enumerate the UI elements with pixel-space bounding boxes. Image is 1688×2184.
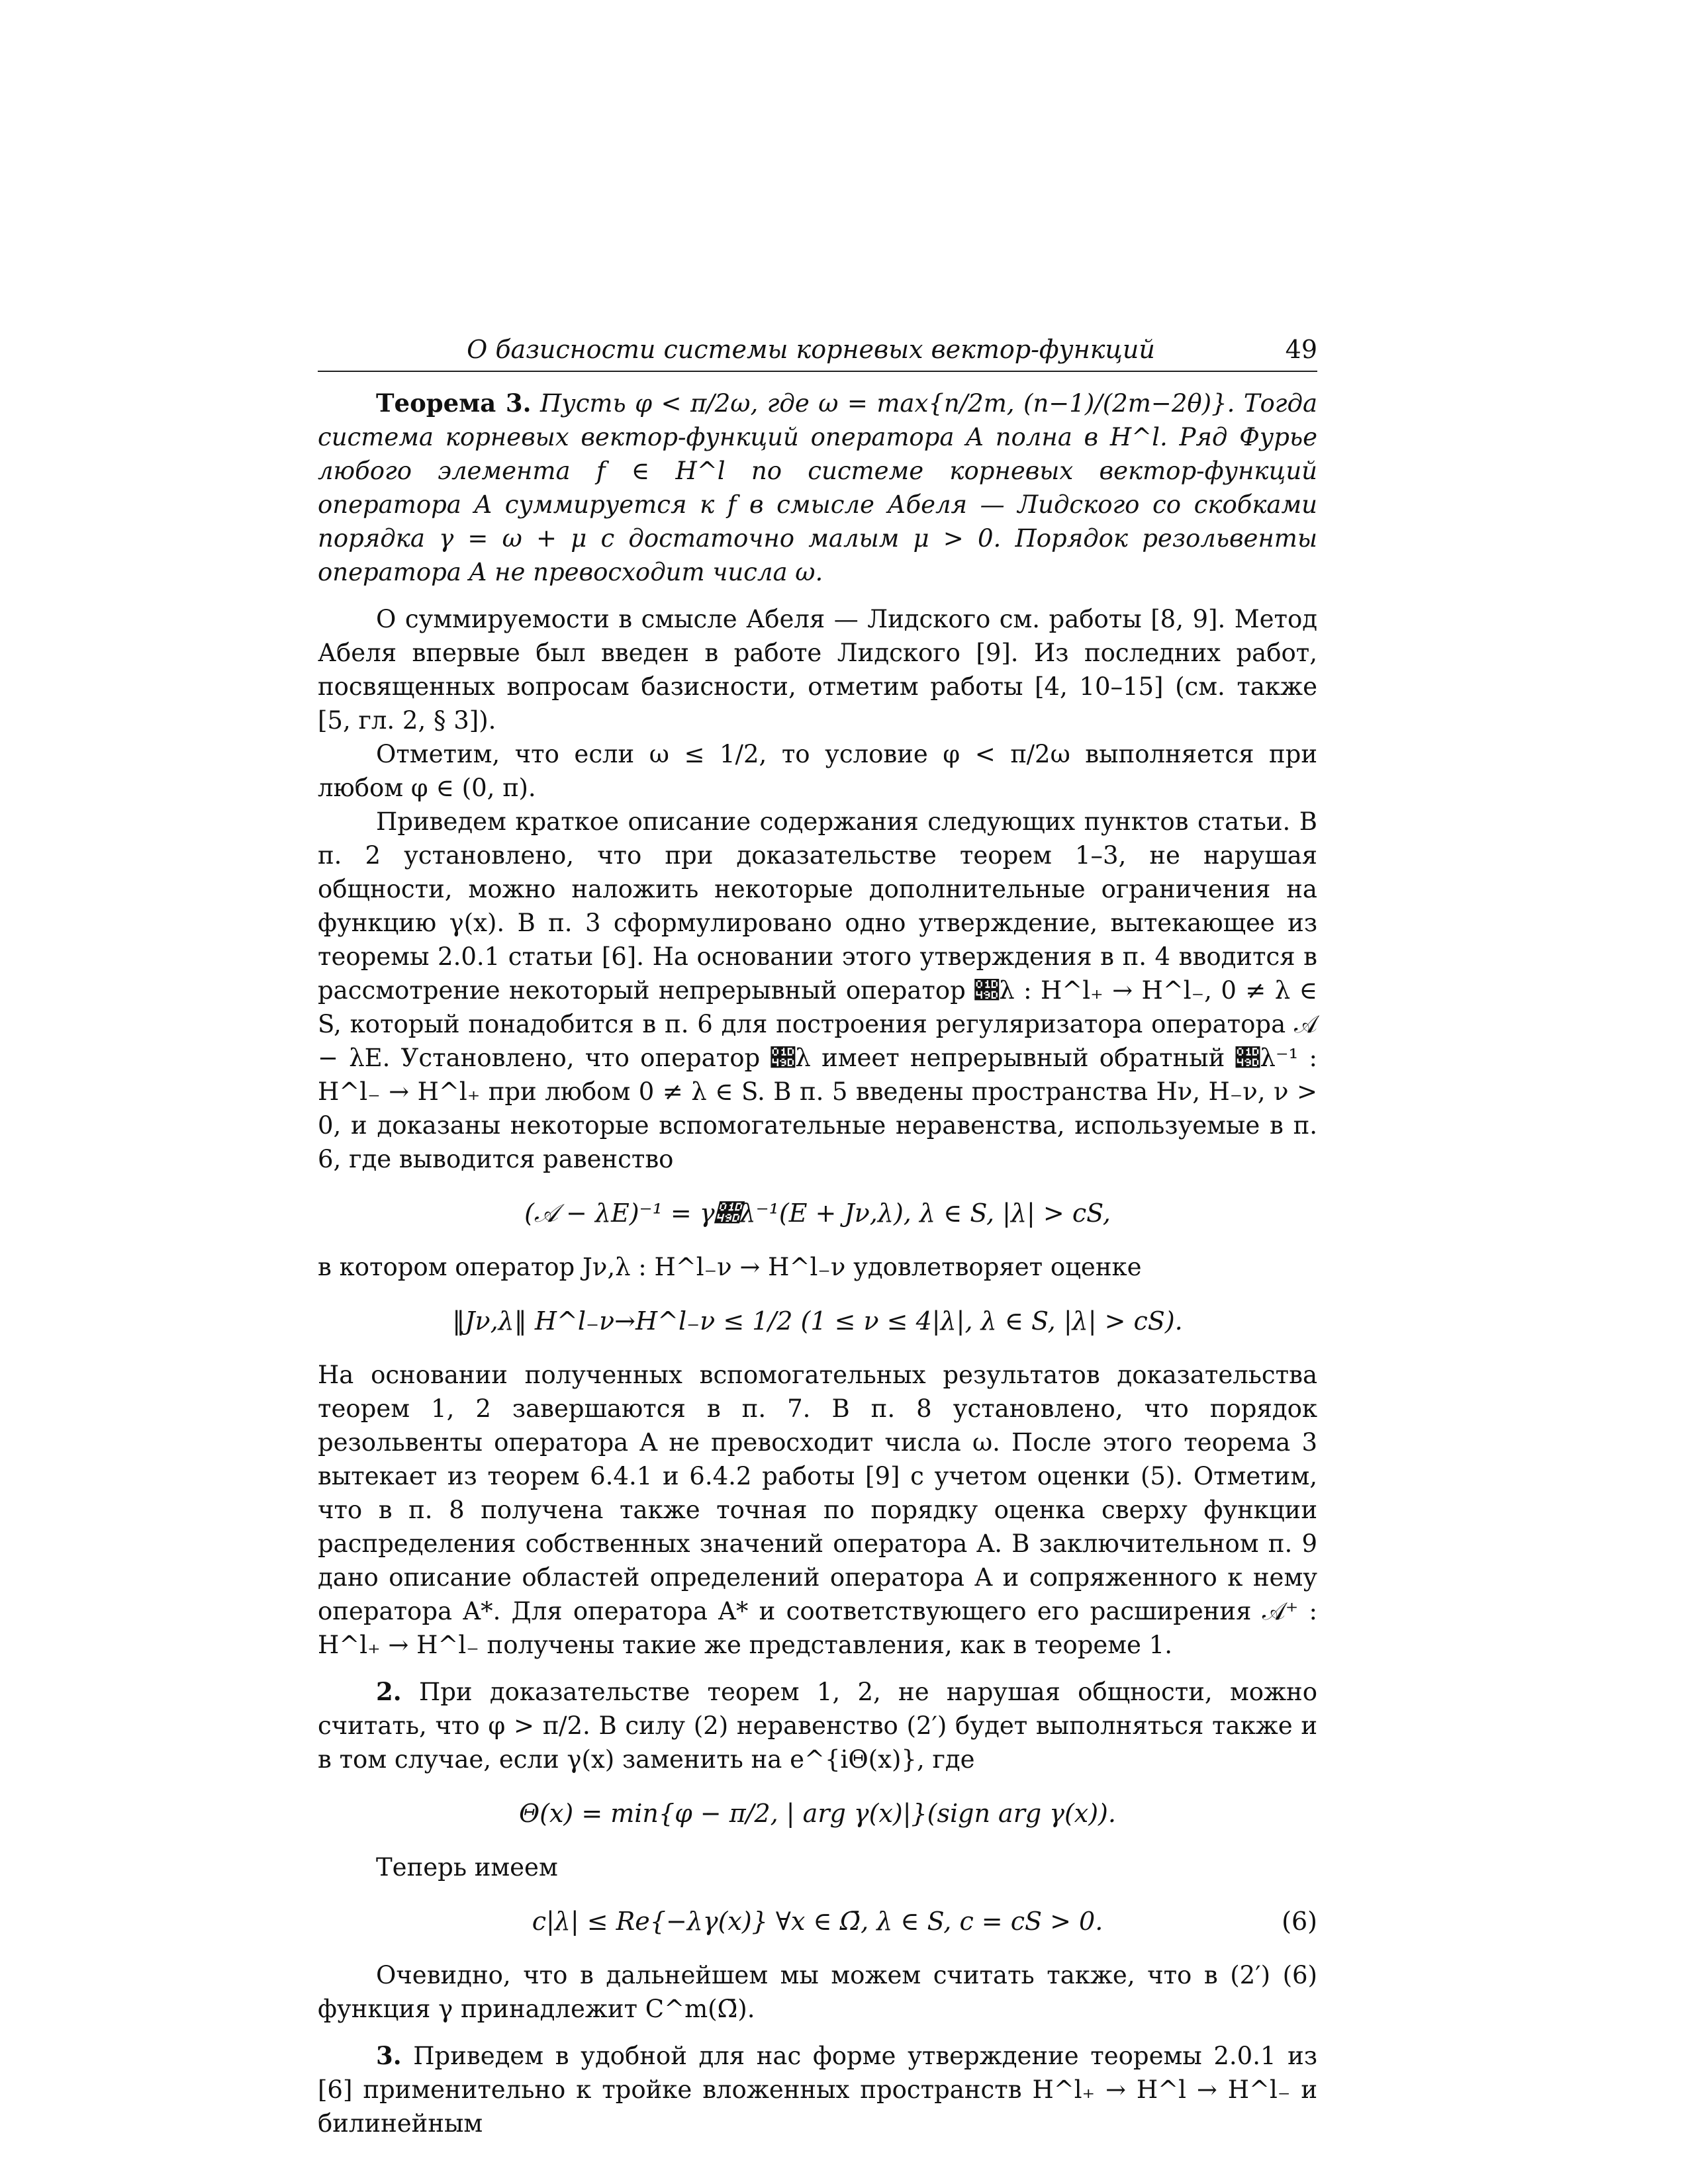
- theorem-text: Пусть φ < π/2ω, где ω = max{n/2m, (n−1)/(2m−2θ)}. Тогда система корневых вектор-функций оператора A полна в H^l. Ряд Фурье любого элемента f ∈ H^l по системе корневых вектор-функций оператора A суммируется к f в смысле Абеля — Лидского со скобками порядка γ = ω + μ с достаточно малым μ > 0. Порядок резольвенты оператора A не превосходит числа ω.: [318, 389, 1317, 586]
- section-2-text: При доказательстве теорем 1, 2, не нарушая общности, можно считать, что φ > π/2. В силу (2) неравенство (2′) будет выполняться также и в том случае, если γ(x) заменить на e^{iΘ(x)}, где: [318, 1678, 1317, 1774]
- equation-6: [318, 1904, 1317, 1938]
- paragraph-then: Теперь имеем: [376, 1853, 558, 1882]
- theorem-label: Теорема 3.: [376, 388, 532, 418]
- section-2-label: 2.: [376, 1677, 402, 1706]
- running-header: [318, 331, 1317, 372]
- section-3-text: Приведем в удобной для нас форме утверждение теоремы 2.0.1 из [6] применительно к тройке вложенных пространств H^l₊ → H^l → H^l₋ и билинейным: [318, 2042, 1317, 2138]
- running-title: О базисности системы корневых вектор-функций: [467, 335, 1155, 364]
- equation-norm-estimate: ‖Jν,λ‖ H^l₋ν→H^l₋ν ≤ 1/2 (1 ≤ ν ≤ 4|λ|, λ ∈ S, |λ| > cS).: [452, 1306, 1183, 1336]
- section-3-label: 3.: [376, 2041, 402, 2070]
- section-3: [318, 2039, 1317, 2140]
- paragraph-1: О суммируемости в смысле Абеля — Лидского см. работы [8, 9]. Метод Абеля впервые был введен в работе Лидского [9]. Из последних работ, посвященных вопросам базисности, отметим работы [4, 10–15] (см. также [5, гл. 2, § 3]).: [318, 605, 1317, 735]
- paragraph-5: На основании полученных вспомогательных результатов доказательства теорем 1, 2 завершаются в п. 7. В п. 8 установлено, что порядок резольвенты оператора A не превосходит числа ω. После этого теорема 3 вытекает из теорем 6.4.1 и 6.4.2 работы [9] с учетом оценки (5). Отметим, что в п. 8 получена также точная по порядку оценка сверху функции распределения собственных значений оператора A. В заключительном п. 9 дано описание областей определений оператора A и сопряженного к нему оператора A*. Для оператора A* и соответствующего его расширения 𝒜⁺ : H^l₊ → H^l₋ получены такие же представления, как в теореме 1.: [318, 1361, 1317, 1659]
- paragraph-after-6: Очевидно, что в дальнейшем мы можем считать также, что в (2′) (6) функция γ принадлежит C^m(Ω̄).: [318, 1961, 1317, 2023]
- equation-6-tag: (6): [1282, 1907, 1317, 1936]
- equation-resolvent: (𝒜 − λE)⁻¹ = γ𝒝λ⁻¹(E + Jν,λ), λ ∈ S, |λ| > cS,: [524, 1199, 1111, 1228]
- paper-page: [318, 331, 1317, 2140]
- equation-theta: Θ(x) = min{φ − π/2, | arg γ(x)|}(sign arg γ(x)).: [519, 1799, 1116, 1828]
- paragraph-4: в котором оператор Jν,λ : H^l₋ν → H^l₋ν удовлетворяет оценке: [318, 1253, 1142, 1281]
- paragraph-3: Приведем краткое описание содержания следующих пунктов статьи. В п. 2 установлено, что при доказательстве теорем 1–3, не нарушая общности, можно наложить некоторые дополнительные ограничения на функцию γ(x). В п. 3 сформулировано одно утверждение, вытекающее из теоремы 2.0.1 статьи [6]. На основании этого утверждения в п. 4 вводится в рассмотрение некоторый непрерывный оператор 𝒝λ : H^l₊ → H^l₋, 0 ≠ λ ∈ S, который понадобится в п. 6 для построения регуляризатора оператора 𝒜 − λE. Установлено, что оператор 𝒝λ имеет непрерывный обратный 𝒝λ⁻¹ : H^l₋ → H^l₊ при любом 0 ≠ λ ∈ S. В п. 5 введены пространства Hν, H₋ν, ν > 0, и доказаны некоторые вспомогательные неравенства, используемые в п. 6, где выводится равенство: [318, 807, 1317, 1173]
- paragraph-2: Отметим, что если ω ≤ 1/2, то условие φ < π/2ω выполняется при любом φ ∈ (0, π).: [318, 740, 1317, 802]
- page-number: 49: [1285, 335, 1317, 364]
- equation-6-body: c|λ| ≤ Re{−λγ(x)} ∀x ∈ Ω̄, λ ∈ S, c = cS > 0.: [532, 1907, 1103, 1936]
- theorem-3: [318, 387, 1317, 589]
- section-2: [318, 1675, 1317, 1776]
